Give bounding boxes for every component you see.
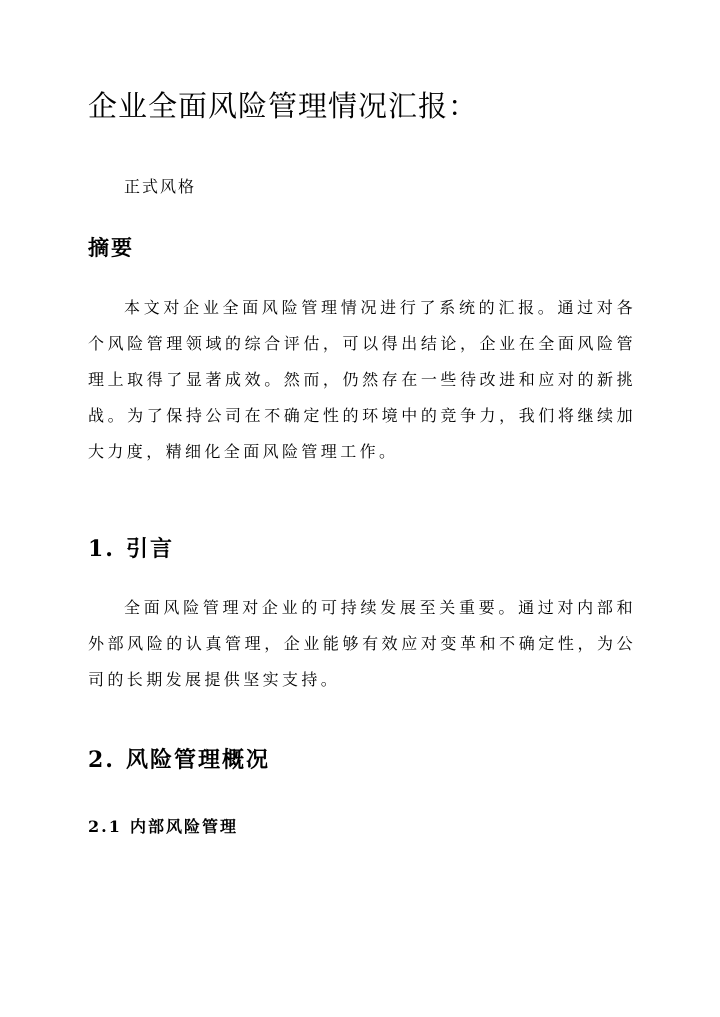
section-title: 引言: [126, 536, 175, 562]
abstract-heading: 摘要: [88, 235, 134, 260]
section-heading-risk-overview: [88, 743, 270, 774]
subsection-title: 内部风险管理: [130, 817, 239, 836]
section-number: 1.: [88, 536, 115, 562]
section-heading-introduction: [88, 532, 174, 563]
page-title: 企业全面风险管理情况汇报：: [88, 89, 479, 123]
subsection-number: 2.1: [88, 817, 122, 836]
document-subtitle: 正式风格: [124, 177, 197, 196]
introduction-paragraph: 全面风险管理对企业的可持续发展至关重要。通过对内部和外部风险的认真管理，企业能够有效应对变革和不确定性，为公司的长期发展提供坚实支持。: [88, 598, 636, 689]
section-title: 风险管理概况: [126, 747, 271, 773]
subsection-heading-internal-risk: [88, 814, 238, 837]
section-number: 2.: [88, 747, 115, 773]
abstract-paragraph: 本文对企业全面风险管理情况进行了系统的汇报。通过对各个风险管理领域的综合评估，可以得出结论，企业在全面风险管理上取得了显著成效。然而，仍然存在一些待改进和应对的新挑战。为了保持公司在不确定性的环境中的竞争力，我们将继续加大力度，精细化全面风险管理工作。: [88, 298, 636, 461]
